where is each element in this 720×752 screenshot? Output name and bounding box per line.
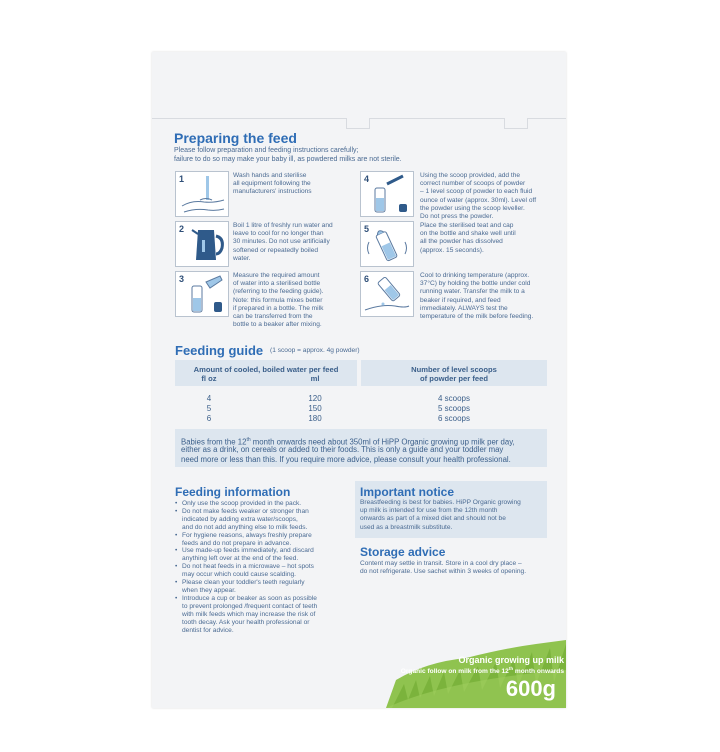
step-2-text <box>233 222 333 263</box>
step-6-line: immediately. ALWAYS test the <box>420 304 508 312</box>
net-weight: 600g <box>505 676 556 701</box>
step-3-line: of water into a sterilised bottle <box>233 280 321 288</box>
guide-advice-text: Babies from the 12 <box>181 437 247 447</box>
important-notice-text <box>360 499 521 532</box>
step-number: 3 <box>179 274 185 284</box>
feeding-info-title: Feeding information <box>175 485 291 499</box>
list-line: and do not add anything else to milk feeds. <box>182 523 308 531</box>
step-2-line: water. <box>233 254 251 262</box>
storage-advice-text <box>360 560 526 576</box>
step-4-illustration <box>360 171 414 217</box>
table-cell: 4 scoops <box>437 394 471 403</box>
step-5-text <box>420 222 516 255</box>
step-4-line: – 1 level scoop of powder to each fluid <box>420 188 533 196</box>
table-cell: 150 <box>308 404 322 413</box>
step-6-line: running water. Transfer the milk to a <box>420 288 525 296</box>
feeding-guide-title: Feeding guide <box>175 343 264 358</box>
list-line: when they appear. <box>182 586 236 594</box>
step-4-line: Do not press the powder. <box>420 213 494 221</box>
list-line: indicated by adding extra water/scoops, <box>182 515 298 523</box>
preparing-intro-1: Please follow preparation and feeding instructions carefully; <box>174 147 359 154</box>
step-number: 6 <box>364 274 370 284</box>
list-line: with milk feeds which may increase the risk of <box>182 610 316 618</box>
step-4-line: correct number of scoops of powder <box>420 180 526 188</box>
step-4-line: Using the scoop provided, add the <box>420 172 521 179</box>
step-number: 4 <box>364 174 370 184</box>
list-line: anything left over at the end of the feed. <box>182 555 299 563</box>
table-cell: 5 scoops <box>437 404 471 413</box>
flap-notch <box>346 118 370 129</box>
step-6-text <box>420 272 533 321</box>
product-subtitle <box>401 666 564 675</box>
table-cell: 4 <box>206 394 212 403</box>
list-line: tooth decay. Ask your health professional or <box>182 618 310 626</box>
list-line: • Use made-up feeds immediately, and discard <box>182 547 314 555</box>
list-line: to prevent prolonged /frequent contact of teeth <box>182 602 318 610</box>
step-2-line: 30 minutes. Do not use artificially <box>233 238 330 246</box>
step-4-line: the powder using the scoop leveller. <box>420 204 525 212</box>
step-5-line: Place the sterilised teat and cap <box>420 222 514 229</box>
step-number: 2 <box>179 224 185 234</box>
step-1-line: manufacturers' instructions <box>233 188 312 196</box>
preparing-intro-2: failure to do so may make your baby ill, as powdered milks are not sterile. <box>174 156 402 163</box>
step-1-line: Wash hands and sterilise <box>233 172 307 179</box>
list-line: feeds and do not prepare in advance. <box>182 539 292 547</box>
table-cell: 180 <box>308 414 322 423</box>
guide-advice-line-2: either as a drink, on cereals or added to their foods. This is only a guide and your toddler may <box>181 445 504 454</box>
col-scoops-header-1: Number of level scoops <box>411 365 497 374</box>
step-6-line: temperature of the milk before feeding. <box>420 313 534 321</box>
feeding-info-list <box>175 500 351 634</box>
list-item <box>175 532 351 548</box>
list-item <box>175 547 351 563</box>
step-6-line: beaker if required, and feed <box>420 296 501 304</box>
step-2-line: leave to cool for no longer than <box>233 230 324 238</box>
step-3-text <box>233 272 324 329</box>
storage-line: do not refrigerate. Use sachet within 3 weeks of opening. <box>360 568 527 576</box>
table-cell: 5 <box>206 404 212 413</box>
superscript: th <box>246 437 251 443</box>
step-6-line: 37°C) by holding the bottle under cold <box>420 280 531 288</box>
feeding-guide-note: (1 scoop = approx. 4g powder) <box>270 347 360 354</box>
important-line: used as a breastmilk substitute. <box>360 523 453 531</box>
list-item <box>175 595 351 635</box>
step-4-text <box>420 172 536 221</box>
col-scoops-header-2: of powder per feed <box>420 374 488 383</box>
step-number: 5 <box>364 224 370 234</box>
storage-line: Content may settle in transit. Store in a cool dry place – <box>360 560 522 567</box>
step-1-text <box>233 172 312 197</box>
guide-advice-line-3: need more or less than this. If you require more advice, please consult your health professional. <box>181 455 511 464</box>
step-3-line: bottle to a beaker after mixing. <box>233 321 322 329</box>
list-line: • For hygiene reasons, always freshly prepare <box>182 531 312 539</box>
list-line: • Only use the scoop provided in the pack. <box>182 500 302 507</box>
step-3-line: Measure the required amount <box>233 272 320 279</box>
step-5-line: all the powder has dissolved <box>420 238 503 246</box>
product-subtitle-text: Organic follow on milk from the 12 <box>400 668 509 676</box>
table-cell: 6 scoops <box>437 414 471 423</box>
list-line: • Introduce a cup or beaker as soon as possible <box>182 594 317 602</box>
step-6-illustration <box>360 271 414 317</box>
list-line: • Please clean your toddler's teeth regularly <box>182 579 305 587</box>
feeding-table <box>175 360 547 434</box>
table-cell: 120 <box>308 394 322 403</box>
flap-notch <box>504 118 528 129</box>
step-2-illustration <box>175 221 229 267</box>
important-line: Breastfeeding is best for babies. HiPP Organic growing <box>360 499 521 506</box>
list-item <box>175 508 351 532</box>
step-number: 1 <box>179 174 185 184</box>
important-line: onwards as part of a mixed diet and should not be <box>360 515 506 523</box>
preparing-title: Preparing the feed <box>174 130 297 146</box>
list-line: dentist for advice. <box>182 626 234 634</box>
col-ml-header: ml <box>310 374 320 383</box>
step-2-line: Boil 1 litre of freshly run water and <box>233 222 333 229</box>
step-6-line: Cool to drinking temperature (approx. <box>420 272 530 279</box>
superscript: th <box>508 666 514 671</box>
step-3-illustration <box>175 271 229 317</box>
list-line: may occur which could cause scalding. <box>182 571 296 579</box>
list-item <box>175 579 351 595</box>
step-4-line: ounce of water (approx. 30ml). Level off <box>420 196 537 204</box>
step-5-illustration <box>360 221 414 267</box>
storage-advice-title: Storage advice <box>360 545 446 559</box>
product-name: Organic growing up milk <box>458 655 564 665</box>
table-cell: 6 <box>206 414 212 423</box>
step-1-line: all equipment following the <box>233 180 311 188</box>
step-5-line: (approx. 15 seconds). <box>420 246 484 254</box>
step-3-line: Note: this formula mixes better <box>233 296 323 304</box>
step-1-illustration <box>175 171 229 217</box>
step-5-line: on the bottle and shake well until <box>420 230 516 238</box>
step-3-line: (referring to the feeding guide). <box>233 288 324 296</box>
important-line: up milk is intended for use from the 12th month <box>360 507 498 515</box>
important-notice-title: Important notice <box>360 485 455 499</box>
col-floz-header: fl oz <box>201 374 217 383</box>
list-item <box>175 500 351 508</box>
step-2-line: softened or repeatedly boiled <box>233 246 319 254</box>
product-subtitle-text: month onwards <box>513 668 564 676</box>
step-3-line: if prepared in a bottle. The milk <box>233 304 324 312</box>
guide-advice-text: month onwards need about 350ml of HiPP Organic growing up milk per day, <box>250 437 515 447</box>
step-3-line: can be transferred from the <box>233 313 313 321</box>
list-line: • Do not heat feeds in a microwave – hot spots <box>182 563 314 571</box>
list-line: • Do not make feeds weaker or stronger than <box>182 507 309 515</box>
list-item <box>175 563 351 579</box>
col-water-header: Amount of cooled, boiled water per feed <box>193 365 339 374</box>
